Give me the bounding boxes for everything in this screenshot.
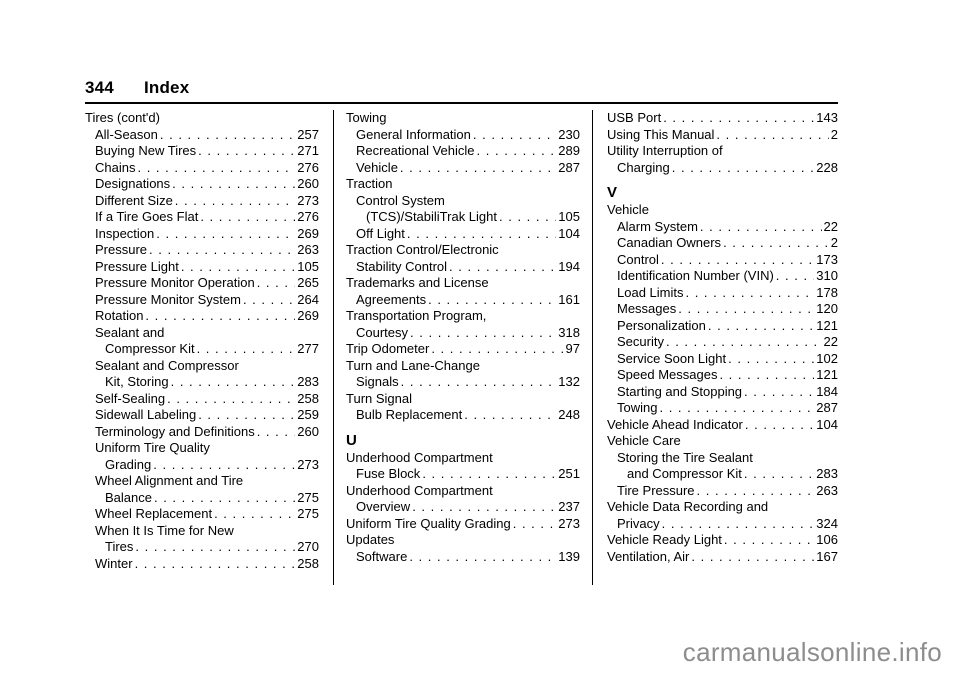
index-entry bbox=[85, 424, 319, 441]
dot-leader bbox=[685, 285, 814, 302]
entry-label: Stability Control bbox=[356, 258, 448, 274]
dot-leader bbox=[428, 292, 556, 309]
entry-label: Speed Messages bbox=[617, 367, 718, 382]
entry-page-number: 259 bbox=[297, 407, 319, 422]
index-entry bbox=[346, 499, 580, 516]
dot-leader bbox=[156, 226, 295, 243]
entry-label: Terminology and Definitions bbox=[95, 423, 255, 439]
dot-leader bbox=[181, 259, 295, 276]
index-entry bbox=[85, 407, 319, 424]
entry-label: Utility Interruption of bbox=[607, 143, 723, 158]
entry-label: Pressure Monitor System bbox=[95, 291, 241, 307]
index-entry-label-line bbox=[85, 110, 319, 127]
entry-label: Designations bbox=[95, 176, 171, 191]
index-entry bbox=[85, 292, 319, 309]
dot-leader bbox=[464, 407, 556, 424]
entry-page-number: 22 bbox=[823, 334, 838, 349]
index-entry bbox=[85, 209, 319, 226]
entry-page-number: 104 bbox=[558, 225, 580, 241]
entry-page-number: 230 bbox=[558, 126, 580, 142]
dot-leader bbox=[172, 176, 295, 193]
index-entry bbox=[85, 193, 319, 210]
entry-label: Grading bbox=[105, 456, 152, 472]
entry-label: Rotation bbox=[95, 308, 144, 323]
dot-leader bbox=[700, 219, 822, 236]
entry-label: Alarm System bbox=[617, 218, 698, 234]
index-entry bbox=[607, 301, 838, 318]
entry-page-number: 121 bbox=[816, 317, 838, 333]
entry-page-number: 167 bbox=[816, 548, 838, 564]
entry-label: Personalization bbox=[617, 317, 706, 333]
entry-label: Recreational Vehicle bbox=[356, 143, 475, 158]
index-entry bbox=[607, 110, 838, 127]
entry-page-number: 277 bbox=[297, 341, 319, 356]
index-entry bbox=[346, 341, 580, 358]
index-entry-label-line bbox=[607, 433, 838, 450]
index-column-2 bbox=[333, 110, 592, 585]
index-entry-label-line bbox=[607, 202, 838, 219]
watermark-text: carmanualsonline.info bbox=[682, 637, 942, 667]
entry-page-number: 102 bbox=[816, 350, 838, 366]
dot-leader bbox=[167, 391, 295, 408]
entry-page-number: 265 bbox=[297, 275, 319, 290]
entry-label: Sealant and bbox=[95, 324, 165, 340]
index-entry bbox=[346, 160, 580, 177]
entry-label: Transportation Program, bbox=[346, 308, 487, 323]
index-entry-label-line bbox=[607, 143, 838, 160]
entry-label: Sealant and Compressor bbox=[95, 357, 239, 373]
entry-page-number: 106 bbox=[816, 532, 838, 547]
dot-leader bbox=[659, 400, 814, 417]
dot-leader bbox=[719, 367, 814, 384]
entry-label: Messages bbox=[617, 301, 677, 316]
dot-leader bbox=[744, 384, 814, 401]
entry-page-number: 260 bbox=[297, 423, 319, 439]
entry-page-number: 194 bbox=[558, 258, 580, 274]
dot-leader bbox=[678, 301, 814, 318]
entry-label: Tires (cont'd) bbox=[85, 110, 160, 125]
entry-label: Towing bbox=[617, 400, 658, 415]
entry-page-number: 310 bbox=[816, 268, 838, 283]
index-entry-label-line bbox=[346, 450, 580, 467]
dot-leader bbox=[401, 374, 557, 391]
entry-page-number: 2 bbox=[830, 235, 838, 250]
index-entry bbox=[607, 285, 838, 302]
entry-label: Pressure Light bbox=[95, 258, 179, 274]
index-entry bbox=[346, 226, 580, 243]
index-entry bbox=[346, 549, 580, 566]
index-entry bbox=[607, 235, 838, 252]
index-entry bbox=[346, 143, 580, 160]
entry-label: Vehicle bbox=[607, 202, 649, 217]
entry-label: (TCS)/StabiliTrak Light bbox=[366, 209, 497, 224]
dot-leader bbox=[666, 334, 822, 351]
index-entry bbox=[85, 506, 319, 523]
index-columns bbox=[85, 110, 838, 585]
index-entry bbox=[607, 351, 838, 368]
entry-label: Traction bbox=[346, 176, 393, 191]
dot-leader bbox=[431, 341, 563, 358]
index-entry bbox=[346, 209, 580, 226]
entry-page-number: 237 bbox=[558, 499, 580, 514]
entry-page-number: 275 bbox=[297, 506, 319, 521]
entry-page-number: 289 bbox=[558, 143, 580, 158]
index-entry-label-line bbox=[346, 358, 580, 375]
entry-page-number: 257 bbox=[297, 126, 319, 142]
entry-label: Bulb Replacement bbox=[356, 407, 463, 422]
dot-leader bbox=[412, 499, 556, 516]
index-entry bbox=[85, 539, 319, 556]
entry-page-number: 173 bbox=[816, 251, 838, 267]
dot-leader bbox=[473, 127, 556, 144]
entry-label: Off Light bbox=[356, 225, 405, 241]
index-entry-label-line bbox=[346, 532, 580, 549]
index-entry bbox=[346, 292, 580, 309]
entry-page-number: 104 bbox=[816, 416, 838, 432]
entry-label: Balance bbox=[105, 489, 152, 505]
entry-label: Turn and Lane-Change bbox=[346, 357, 480, 373]
dot-leader bbox=[672, 160, 815, 177]
entry-page-number: 287 bbox=[558, 159, 580, 175]
entry-label: Tire Pressure bbox=[617, 482, 695, 498]
entry-page-number: 263 bbox=[816, 482, 838, 498]
entry-label: Agreements bbox=[356, 291, 427, 307]
entry-label: Vehicle Ahead Indicator bbox=[607, 416, 743, 432]
index-entry-label-line bbox=[85, 473, 319, 490]
dot-leader bbox=[200, 209, 295, 226]
index-entry bbox=[85, 391, 319, 408]
index-entry-label-line bbox=[607, 450, 838, 467]
entry-label: Fuse Block bbox=[356, 466, 421, 481]
dot-leader bbox=[744, 466, 814, 483]
entry-label: All-Season bbox=[95, 126, 158, 142]
index-column-1 bbox=[85, 110, 333, 585]
index-entry bbox=[85, 242, 319, 259]
entry-label: Signals bbox=[356, 374, 399, 389]
dot-leader bbox=[257, 275, 296, 292]
index-entry bbox=[607, 334, 838, 351]
index-entry bbox=[607, 384, 838, 401]
dot-leader bbox=[214, 506, 295, 523]
entry-page-number: 275 bbox=[297, 489, 319, 505]
index-entry-label-line bbox=[346, 308, 580, 325]
page-title: Index bbox=[143, 78, 190, 97]
index-entry bbox=[607, 127, 838, 144]
index-entry bbox=[85, 127, 319, 144]
dot-leader bbox=[154, 490, 295, 507]
entry-label: Identification Number (VIN) bbox=[617, 268, 774, 283]
dot-leader bbox=[513, 516, 557, 533]
entry-label: Sidewall Labeling bbox=[95, 407, 197, 422]
entry-label: Chains bbox=[95, 159, 136, 175]
entry-page-number: 105 bbox=[558, 209, 580, 224]
dot-leader bbox=[409, 549, 556, 566]
dot-leader bbox=[243, 292, 295, 309]
entry-label: Underhood Compartment bbox=[346, 482, 493, 498]
entry-label: Privacy bbox=[617, 515, 660, 531]
entry-label: Kit, Storing bbox=[105, 374, 169, 389]
entry-page-number: 276 bbox=[297, 209, 319, 224]
entry-label: Trip Odometer bbox=[346, 341, 430, 356]
index-entry bbox=[346, 407, 580, 424]
index-entry-label-line bbox=[85, 358, 319, 375]
index-entry bbox=[607, 252, 838, 269]
entry-label: When It Is Time for New bbox=[95, 522, 234, 538]
index-entry-label-line bbox=[85, 440, 319, 457]
entry-label: Vehicle bbox=[356, 159, 398, 175]
dot-leader bbox=[149, 242, 295, 259]
entry-label: Uniform Tire Quality bbox=[95, 440, 210, 455]
dot-leader bbox=[662, 516, 815, 533]
entry-label: USB Port bbox=[607, 110, 662, 125]
entry-page-number: 318 bbox=[558, 324, 580, 340]
index-section-letter: U bbox=[346, 431, 357, 449]
entry-page-number: 263 bbox=[297, 242, 319, 257]
index-entry bbox=[346, 516, 580, 533]
index-entry bbox=[85, 259, 319, 276]
index-entry bbox=[607, 516, 838, 533]
index-section-letter: V bbox=[607, 184, 618, 201]
dot-leader bbox=[728, 351, 814, 368]
entry-page-number: 228 bbox=[816, 159, 838, 175]
entry-page-number: 324 bbox=[816, 515, 838, 531]
entry-page-number: 120 bbox=[816, 301, 838, 316]
index-entry bbox=[346, 127, 580, 144]
entry-page-number: 143 bbox=[816, 110, 838, 125]
index-entry bbox=[607, 400, 838, 417]
index-entry bbox=[607, 417, 838, 434]
index-entry bbox=[607, 532, 838, 549]
dot-leader bbox=[663, 110, 814, 127]
entry-label: Updates bbox=[346, 532, 395, 547]
entry-page-number: 283 bbox=[297, 374, 319, 389]
index-entry bbox=[607, 318, 838, 335]
entry-label: Self-Sealing bbox=[95, 390, 166, 406]
index-entry-label-line bbox=[346, 110, 580, 127]
entry-label: If a Tire Goes Flat bbox=[95, 209, 199, 224]
dot-leader bbox=[449, 259, 556, 276]
entry-page-number: 161 bbox=[558, 291, 580, 307]
index-entry-label-line bbox=[607, 499, 838, 516]
entry-page-number: 270 bbox=[297, 539, 319, 554]
entry-page-number: 273 bbox=[297, 192, 319, 208]
index-entry bbox=[85, 374, 319, 391]
entry-page-number: 132 bbox=[558, 374, 580, 389]
page-number: 344 bbox=[85, 78, 114, 97]
entry-page-number: 264 bbox=[297, 291, 319, 307]
index-entry bbox=[85, 176, 319, 193]
dot-leader bbox=[145, 308, 295, 325]
index-entry-label-line bbox=[346, 483, 580, 500]
index-entry bbox=[607, 160, 838, 177]
entry-label: Traction Control/Electronic bbox=[346, 242, 499, 257]
dot-leader bbox=[723, 235, 829, 252]
entry-label: Wheel Alignment and Tire bbox=[95, 473, 244, 488]
dot-leader bbox=[477, 143, 557, 160]
dot-leader bbox=[400, 160, 556, 177]
index-entry-label-line bbox=[85, 523, 319, 540]
dot-leader bbox=[661, 252, 814, 269]
index-entry bbox=[85, 556, 319, 573]
index-entry bbox=[85, 226, 319, 243]
index-entry bbox=[85, 308, 319, 325]
index-entry-label-line bbox=[346, 242, 580, 259]
index-entry bbox=[346, 325, 580, 342]
dot-leader bbox=[697, 483, 815, 500]
entry-page-number: 105 bbox=[297, 258, 319, 274]
dot-leader bbox=[175, 193, 296, 210]
entry-page-number: 2 bbox=[830, 126, 838, 142]
entry-page-number: 258 bbox=[297, 390, 319, 406]
dot-leader bbox=[410, 325, 556, 342]
entry-page-number: 269 bbox=[297, 308, 319, 323]
entry-label: Ventilation, Air bbox=[607, 548, 690, 564]
entry-label: Starting and Stopping bbox=[617, 383, 743, 399]
entry-label: Uniform Tire Quality Grading bbox=[346, 515, 511, 531]
index-entry bbox=[607, 219, 838, 236]
index-column-3 bbox=[592, 110, 838, 585]
entry-label: Turn Signal bbox=[346, 390, 412, 406]
entry-label: Wheel Replacement bbox=[95, 506, 213, 521]
index-entry bbox=[607, 367, 838, 384]
index-entry bbox=[85, 457, 319, 474]
dot-leader bbox=[198, 407, 295, 424]
index-entry bbox=[85, 160, 319, 177]
index-entry bbox=[85, 143, 319, 160]
entry-label: Trademarks and License bbox=[346, 275, 489, 290]
dot-leader bbox=[691, 549, 814, 566]
entry-label: Tires bbox=[105, 539, 134, 554]
entry-page-number: 251 bbox=[558, 466, 580, 481]
dot-leader bbox=[171, 374, 296, 391]
entry-page-number: 287 bbox=[816, 400, 838, 415]
entry-label: Using This Manual bbox=[607, 126, 715, 142]
entry-label: Storing the Tire Sealant bbox=[617, 449, 753, 465]
entry-page-number: 178 bbox=[816, 284, 838, 300]
index-entry-label-line bbox=[346, 176, 580, 193]
entry-label: Charging bbox=[617, 159, 670, 175]
entry-label: Pressure bbox=[95, 242, 148, 257]
entry-page-number: 248 bbox=[558, 407, 580, 422]
dot-leader bbox=[422, 466, 556, 483]
entry-label: Service Soon Light bbox=[617, 350, 727, 366]
dot-leader bbox=[724, 532, 814, 549]
index-entry-label-line bbox=[85, 325, 319, 342]
header-rule bbox=[85, 102, 838, 104]
entry-page-number: 273 bbox=[558, 515, 580, 531]
entry-label: Load Limits bbox=[617, 284, 684, 300]
entry-label: Underhood Compartment bbox=[346, 449, 493, 465]
entry-page-number: 271 bbox=[297, 143, 319, 158]
dot-leader bbox=[716, 127, 828, 144]
entry-label: Control bbox=[617, 251, 659, 267]
index-entry bbox=[85, 275, 319, 292]
page-header bbox=[85, 78, 189, 98]
index-entry-label-line bbox=[346, 275, 580, 292]
entry-label: Vehicle Care bbox=[607, 433, 681, 448]
entry-label: Software bbox=[356, 548, 408, 564]
dot-leader bbox=[257, 424, 296, 441]
entry-page-number: 283 bbox=[816, 466, 838, 481]
index-entry bbox=[85, 341, 319, 358]
dot-leader bbox=[197, 341, 296, 358]
index-entry bbox=[607, 268, 838, 285]
index-entry bbox=[346, 466, 580, 483]
entry-label: Canadian Owners bbox=[617, 235, 722, 250]
entry-label: Overview bbox=[356, 499, 411, 514]
entry-page-number: 276 bbox=[297, 159, 319, 175]
entry-label: Different Size bbox=[95, 192, 173, 208]
entry-label: Vehicle Data Recording and bbox=[607, 499, 769, 514]
index-entry-label-line bbox=[346, 193, 580, 210]
entry-label: Pressure Monitor Operation bbox=[95, 275, 255, 290]
dot-leader bbox=[708, 318, 814, 335]
entry-label: Vehicle Ready Light bbox=[607, 532, 722, 547]
index-entry-label-line bbox=[346, 391, 580, 408]
entry-page-number: 273 bbox=[297, 456, 319, 472]
dot-leader bbox=[135, 539, 295, 556]
entry-label: and Compressor Kit bbox=[627, 466, 742, 481]
entry-label: Buying New Tires bbox=[95, 143, 197, 158]
entry-page-number: 121 bbox=[816, 367, 838, 382]
entry-label: Courtesy bbox=[356, 324, 409, 340]
entry-label: Compressor Kit bbox=[105, 341, 195, 356]
entry-page-number: 258 bbox=[297, 555, 319, 571]
dot-leader bbox=[499, 209, 556, 226]
dot-leader bbox=[160, 127, 295, 144]
entry-page-number: 22 bbox=[823, 218, 838, 234]
dot-leader bbox=[137, 160, 295, 177]
entry-page-number: 269 bbox=[297, 225, 319, 241]
dot-leader bbox=[776, 268, 815, 285]
dot-leader bbox=[198, 143, 295, 160]
entry-label: Security bbox=[617, 334, 664, 349]
index-entry bbox=[85, 490, 319, 507]
index-entry bbox=[607, 549, 838, 566]
dot-leader bbox=[135, 556, 296, 573]
index-entry bbox=[346, 259, 580, 276]
entry-label: Towing bbox=[346, 110, 387, 125]
index-entry bbox=[607, 466, 838, 483]
entry-label: Winter bbox=[95, 555, 133, 571]
entry-label: General Information bbox=[356, 126, 471, 142]
entry-label: Inspection bbox=[95, 225, 155, 241]
entry-label: Control System bbox=[356, 192, 445, 208]
entry-page-number: 97 bbox=[565, 341, 580, 356]
dot-leader bbox=[407, 226, 556, 243]
index-entry bbox=[346, 374, 580, 391]
entry-page-number: 260 bbox=[297, 176, 319, 191]
dot-leader bbox=[153, 457, 295, 474]
index-entry bbox=[607, 483, 838, 500]
entry-page-number: 139 bbox=[558, 548, 580, 564]
entry-page-number: 184 bbox=[816, 383, 838, 399]
dot-leader bbox=[745, 417, 814, 434]
